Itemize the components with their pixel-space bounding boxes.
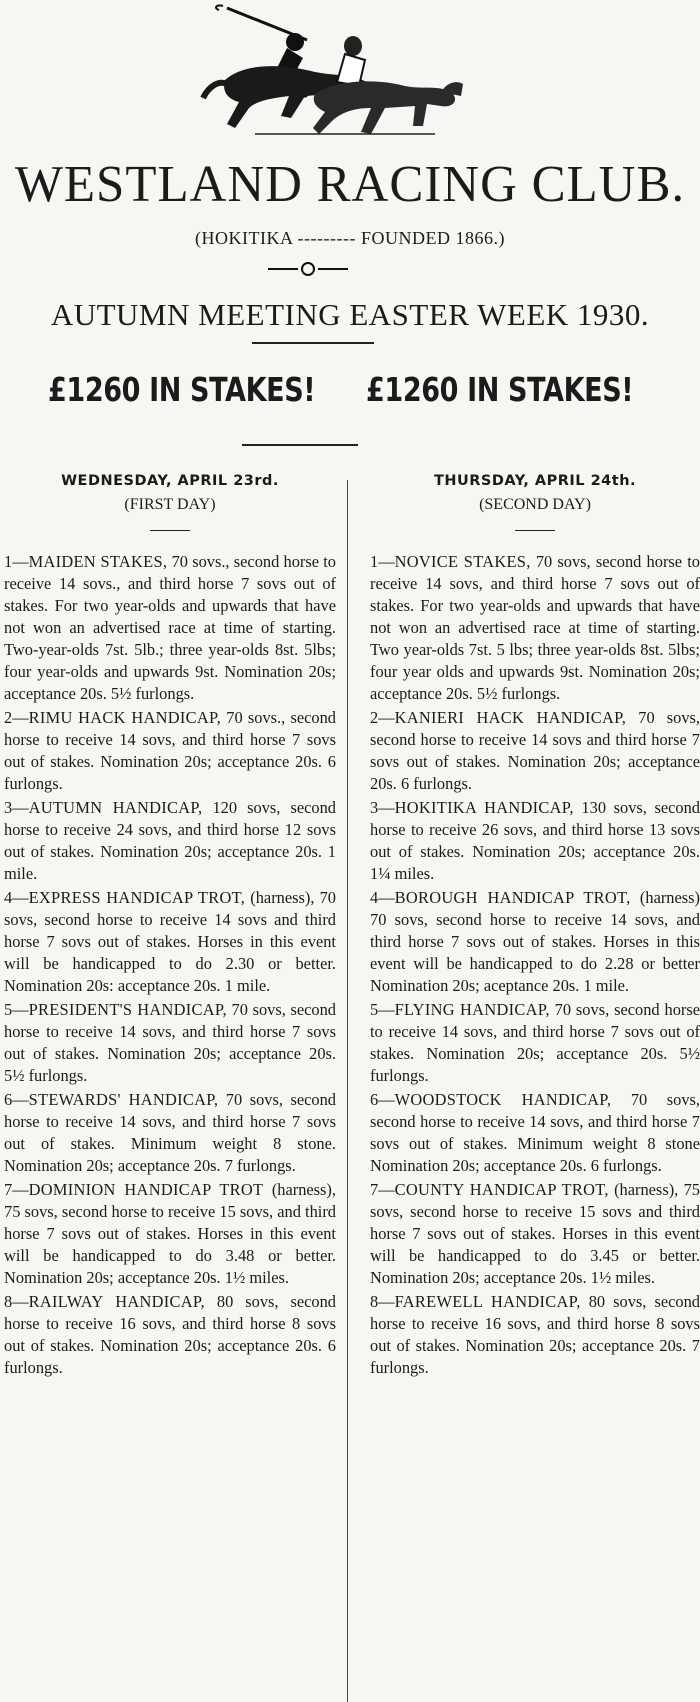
race-item [4, 707, 336, 795]
race-details: 70 sovs., second horse to receive 14 sovs, and third horse 7 sovs out of stakes. Nomination 20s; acceptance 20s. 6 furlongs. [4, 708, 336, 793]
race-item [370, 887, 700, 997]
race-item [370, 707, 700, 795]
race-number: 2— [370, 708, 395, 727]
subtitle-dash: --------- [297, 228, 356, 248]
race-details: 130 sovs, second horse to receive 26 sovs, and third horse 13 sovs out of stakes. Nomination 20s; acceptance 20s. 1¼ miles. [370, 798, 700, 883]
racehorse-jockey-illustration [195, 2, 465, 142]
race-number: 5— [370, 1000, 395, 1019]
race-details: (harness), 75 sovs, second horse to receive 15 sovs, and third horse 7 sovs out of stakes. Horses in this event will be handicapped to do 3.48 or better. Nomination 20s; acceptance 20s. 1½ miles. [4, 1180, 336, 1287]
race-item [4, 551, 336, 705]
club-founded-line [0, 228, 700, 249]
race-details: 80 sovs, second horse to receive 16 sovs, and third horse 8 sovs out of stakes. Nomination 20s; acceptance 20s. 6 furlongs. [4, 1292, 336, 1377]
day-subheading: (FIRST DAY) [124, 496, 216, 513]
race-name: DOMINION HANDICAP TROT [28, 1180, 264, 1199]
race-item [370, 551, 700, 705]
race-name: AUTUMN HANDICAP, [28, 798, 203, 817]
race-name: HOKITIKA HANDICAP, [394, 798, 574, 817]
race-item [4, 1179, 336, 1289]
race-item [370, 1179, 700, 1289]
divider-rule-top [252, 342, 374, 344]
race-item [370, 797, 700, 885]
race-item [370, 1291, 700, 1379]
column-divider [347, 480, 348, 1702]
race-number: 7— [4, 1180, 29, 1199]
race-item [4, 1089, 336, 1177]
ornament-divider [268, 259, 348, 279]
day-subheading: (SECOND DAY) [479, 496, 591, 513]
divider-rule-bottom [242, 444, 358, 446]
race-name: RAILWAY HANDICAP, [28, 1292, 205, 1311]
race-number: 6— [4, 1090, 29, 1109]
day-heading: WEDNESDAY, APRIL 23rd. [61, 473, 279, 489]
race-details: 70 sovs, second horse to receive 14 sovs, and third horse 7 sovs out of stakes. Nomination 20s; acceptance 20s. 5½ furlongs. [370, 1000, 700, 1085]
race-item [4, 887, 336, 997]
meeting-heading: AUTUMN MEETING EASTER WEEK 1930. [50, 297, 650, 332]
race-name: PRESIDENT'S HANDICAP, [28, 1000, 227, 1019]
race-name: MAIDEN STAKES, [28, 552, 168, 571]
race-details: (harness), 70 sovs, second horse to receive 14 sovs and third horse 7 sovs out of stakes. Horses in this event will be handicapped to do 2.30 or better. Nomination 20s: acceptance 20s. 1 mile. [4, 888, 336, 995]
race-item [4, 797, 336, 885]
short-divider [150, 530, 190, 531]
race-number: 1— [4, 552, 29, 571]
race-number: 6— [370, 1090, 395, 1109]
race-number: 2— [4, 708, 29, 727]
race-item [4, 1291, 336, 1379]
day-column-second [370, 470, 700, 1381]
race-number: 4— [4, 888, 29, 907]
race-name: EXPRESS HANDICAP TROT, [28, 888, 246, 907]
race-name: FLYING HANDICAP, [394, 1000, 550, 1019]
race-item [370, 1089, 700, 1177]
race-name: FAREWELL HANDICAP, [394, 1292, 581, 1311]
race-name: NOVICE STAKES, [394, 552, 531, 571]
race-number: 1— [370, 552, 395, 571]
race-item [370, 999, 700, 1087]
race-number: 4— [370, 888, 395, 907]
stakes-banner-right: £1260 IN STAKES! [366, 370, 634, 409]
race-item [4, 999, 336, 1087]
stakes-banner-left: £1260 IN STAKES! [48, 370, 316, 409]
race-name: RIMU HACK HANDICAP, [28, 708, 221, 727]
race-details: 70 sovs, second horse to receive 14 sovs, and third horse 7 sovs out of stakes. For two year-olds and upwards that have not won an advertised race at time of starting. Two year-olds 7st. 5 lbs; three year-olds 8st. 5lbs; four year olds and upwards 9st. Nomination 20s; acceptance 20s. 5½ furlongs. [370, 552, 700, 703]
race-number: 3— [4, 798, 29, 817]
race-details: 70 sovs, second horse to receive 14 sovs, and third horse 7 sovs out of stakes. Minimum weight 8 stone. Nomination 20s; acceptance 20s. 7 furlongs. [4, 1090, 336, 1175]
day-column-first [4, 470, 336, 1381]
race-number: 7— [370, 1180, 395, 1199]
race-number: 8— [4, 1292, 29, 1311]
race-details: 70 sovs., second horse to receive 14 sovs., and third horse 7 sovs out of stakes. For two year-olds and upwards that have not won an advertised race at time of starting. Two-year-olds 7st. 5lb.; three year-olds 8st. 5lbs; four year-olds and upwards 9st. Nomination 20s; acceptance 20s. 5½ furlongs. [4, 552, 337, 703]
race-details: 80 sovs, second horse to receive 16 sovs, and third horse 8 sovs out of stakes. Nomination 20s; acceptance 20s. 7 furlongs. [370, 1292, 700, 1377]
race-number: 3— [370, 798, 395, 817]
club-title: WESTLAND RACING CLUB. [14, 156, 686, 213]
race-name: WOODSTOCK HANDICAP, [394, 1090, 612, 1109]
subtitle-right: FOUNDED 1866.) [360, 228, 505, 248]
race-details: 120 sovs, second horse to receive 24 sovs, and third horse 12 sovs out of stakes. Nomination 20s; acceptance 20s. 1 mile. [4, 798, 336, 883]
race-name: STEWARDS' HANDICAP, [28, 1090, 219, 1109]
day-heading: THURSDAY, APRIL 24th. [433, 473, 637, 489]
race-details: (harness), 75 sovs, second horse to receive 15 sovs and third horse 7 sovs out of stakes. Horses in this event will be handicapped to do 3.45 or better. Nomination 20s; acceptance 20s. 1½ miles. [370, 1180, 700, 1287]
race-details: (harness) 70 sovs, second horse to receive 14 sovs, and third horse 7 sovs out of stakes. Horses in this event will be handicapped to do 2.28 or better Nomination 20s; aceptance 20s. 1 mile. [370, 888, 700, 995]
race-name: KANIERI HACK HANDICAP, [394, 708, 627, 727]
subtitle-left: (HOKITIKA [195, 228, 293, 248]
race-number: 8— [370, 1292, 395, 1311]
race-details: 70 sovs, second horse to receive 14 sovs, and third horse 7 sovs out of stakes. Minimum weight 8 stone Nomination 20s; acceptance 20s. 6 furlongs. [370, 1090, 700, 1175]
race-details: 70 sovs, second horse to receive 14 sovs, and third horse 7 sovs out of stakes. Nomination 20s; acceptance 20s. 5½ furlongs. [4, 1000, 336, 1085]
race-details: 70 sovs, second horse to receive 14 sovs and third horse 7 sovs out of stakes. Nomination 20s; acceptance 20s. 6 furlongs. [370, 708, 700, 793]
short-divider [515, 530, 555, 531]
race-number: 5— [4, 1000, 29, 1019]
race-name: COUNTY HANDICAP TROT, [394, 1180, 609, 1199]
race-name: BOROUGH HANDICAP TROT, [394, 888, 631, 907]
